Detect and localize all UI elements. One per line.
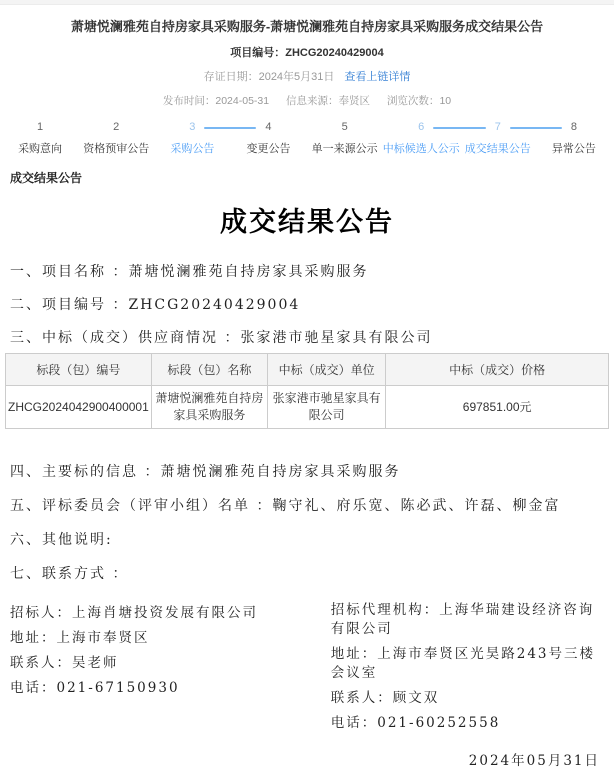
cert-date-line (0, 68, 614, 84)
project-number-label: 项目编号： (230, 47, 286, 59)
cell-winning-unit: 张家港市驰星家具有限公司 (267, 386, 385, 429)
info-source: 信息来源：奉贤区 (286, 95, 371, 107)
step-1-purchase-intent: 1 采购意向 (18, 121, 63, 155)
current-section-label: 成交结果公告 (10, 171, 83, 185)
tenderer-phone: 电话：021-67150930 (10, 680, 180, 696)
project-number-line (0, 44, 614, 60)
announcement-heading: 成交结果公告 (220, 207, 394, 237)
item-other-notes: 六、其他说明: (10, 532, 113, 548)
top-divider (0, 0, 614, 5)
cert-date-label: 存证日期： (203, 71, 259, 83)
item-project-name: 一、项目名称 ：萧塘悦澜雅苑自持房家具采购服务 (10, 264, 369, 280)
view-chain-detail-link[interactable]: 查看上链详情 (344, 71, 411, 83)
announcement-date: 2024年05月31日 (468, 753, 600, 769)
cell-lot-number: ZHCG2024042900400001 (6, 386, 152, 429)
agency-contact-person: 联系人：顾文双 (330, 690, 440, 706)
step-7-result-notice[interactable]: 7 成交结果公告 (460, 121, 536, 156)
col-header-winning-unit: 中标（成交）单位 (267, 354, 385, 386)
item-project-number: 二、项目编号 ：ZHCG20240429004 (10, 297, 301, 313)
tenderer-contact-person: 联系人：吴老师 (10, 655, 119, 671)
table-row (6, 386, 609, 429)
view-count: 浏览次数：10 (386, 95, 452, 107)
tenderer-contact-block (10, 601, 331, 739)
agency-address: 地址：上海市奉贤区光昊路243号三楼会议室 (330, 646, 596, 681)
table-header-row (6, 354, 609, 386)
page-title: 萧塘悦澜雅苑自持房家具采购服务-萧塘悦澜雅苑自持房家具采购服务成交结果公告 (70, 19, 544, 34)
step-3-procurement-notice[interactable]: 3 采购公告 (154, 121, 230, 156)
col-header-lot-number: 标段（包）编号 (6, 354, 152, 386)
progress-steps (0, 121, 614, 156)
step-4-change-notice: 4 变更公告 (246, 121, 291, 155)
item-winning-supplier: 三、中标（成交）供应商情况 ：张家港市驰星家具有限公司 (10, 330, 433, 346)
step-2-prequalification-notice: 2 资格预审公告 (83, 121, 150, 155)
col-header-winning-price: 中标（成交）价格 (386, 354, 609, 386)
result-table (5, 353, 609, 429)
announcement-body-2 (10, 465, 604, 582)
cert-date-value: 2024年5月31日 (258, 71, 335, 83)
item-main-subject: 四、主要标的信息 ：萧塘悦澜雅苑自持房家具采购服务 (10, 464, 401, 480)
step-5-single-source-publicity: 5 单一来源公示 (311, 121, 378, 155)
publish-meta-line (0, 93, 614, 108)
col-header-lot-name: 标段（包）名称 (151, 354, 267, 386)
tenderer-name: 招标人：上海肖塘投资发展有限公司 (10, 605, 258, 621)
step-8-abnormal-notice: 8 异常公告 (551, 121, 596, 155)
project-number-value: ZHCG20240429004 (285, 47, 384, 59)
step-6-candidate-publicity[interactable]: 6 中标候选人公示 (382, 121, 460, 155)
contact-columns (10, 601, 604, 739)
tenderer-address: 地址：上海市奉贤区 (10, 630, 150, 646)
announcement-header (0, 16, 614, 108)
agency-name: 招标代理机构：上海华瑞建设经济咨询有限公司 (330, 602, 595, 637)
agency-phone: 电话：021-60252558 (330, 715, 501, 731)
cell-lot-name: 萧塘悦澜雅苑自持房家具采购服务 (151, 386, 267, 429)
item-contact-info: 七、联系方式 ： (10, 566, 129, 582)
announcement-body (10, 265, 604, 346)
publish-time: 发布时间：2024-05-31 (162, 95, 270, 107)
cell-winning-price: 697851.00元 (386, 386, 609, 429)
agency-contact-block (331, 601, 604, 739)
item-evaluation-committee: 五、评标委员会（评审小组）名单 ：鞠守礼、府乐宽、陈必武、许磊、柳金富 (10, 498, 561, 514)
